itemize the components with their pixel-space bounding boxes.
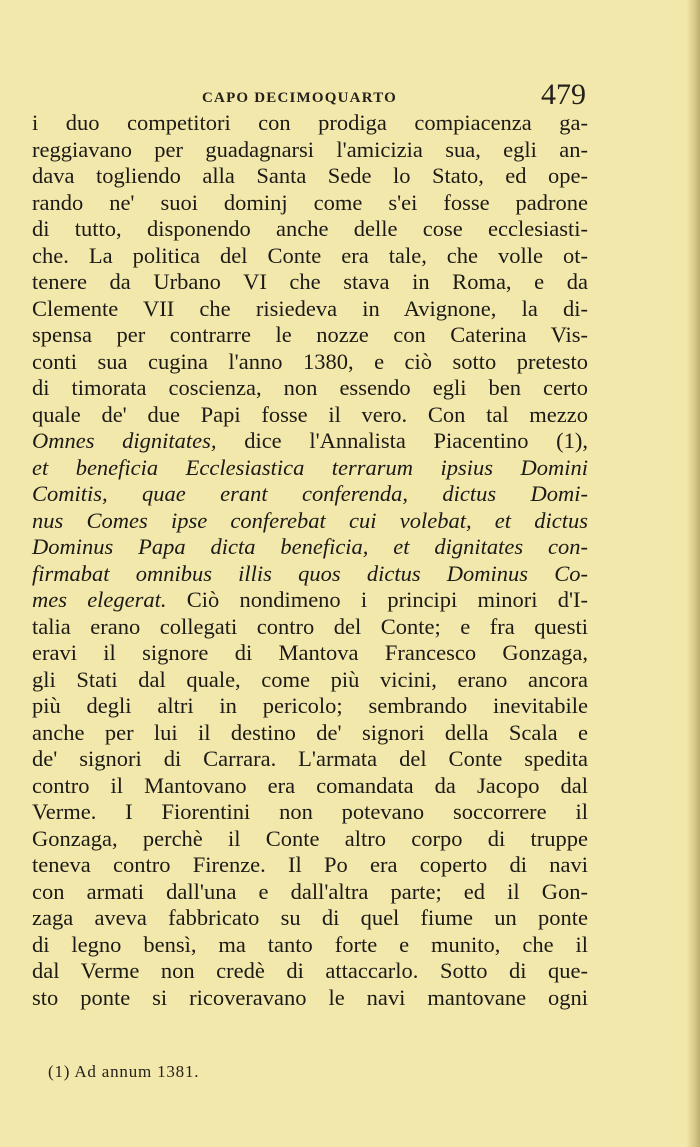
text-line: talia erano collegati contro del Conte; e fra questi — [32, 613, 588, 639]
text-line: zaga aveva fabbricato su di quel fiume un ponte — [32, 905, 588, 930]
text-line: tenere da Urbano VI che stava in Roma, e da — [32, 269, 588, 294]
text-line: di legno bensì, ma tanto forte e munito, che il — [32, 931, 588, 957]
footnote: (1) Ad annum 1381. — [48, 1062, 200, 1081]
text-line: contro il Mantovano era comandata da Jacopo dal — [32, 772, 588, 798]
text-line: spensa per contrarre le nozze con Caterina Vis- — [32, 322, 588, 347]
text-line: che. La politica del Conte era tale, che volle ot- — [32, 242, 588, 268]
text-line: dava togliendo alla Santa Sede lo Stato, ed ope- — [32, 163, 588, 188]
text-line: rando ne' suoi dominj come s'ei fosse padrone — [32, 189, 588, 215]
page-number: 479 — [541, 78, 586, 111]
text-line: di tutto, disponendo anche delle cose ecclesiasti- — [32, 216, 588, 241]
text-line: con armati dall'una e dall'altra parte; ed il Gon- — [32, 878, 588, 904]
text-line-latin: firmabat omnibus illis quos dictus Dominus Co- — [32, 560, 588, 586]
text-line-mixed — [32, 428, 588, 455]
text-line: sto ponte si ricoveravano le navi mantovane ogni — [32, 984, 588, 1010]
text-line: gli Stati dal quale, come più vicini, erano ancora — [32, 666, 588, 692]
text-line: i duo competitori con prodiga compiacenza ga- — [32, 110, 588, 135]
text-line: di timorata coscienza, non essendo egli ben certo — [32, 375, 588, 400]
text-line-latin: Comitis, quae erant conferenda, dictus Domi- — [32, 481, 588, 506]
text-line: teneva contro Firenze. Il Po era coperto di navi — [32, 852, 588, 877]
text-line: reggiavano per guadagnarsi l'amicizia sua, egli an- — [32, 136, 588, 162]
text-line: de' signori di Carrara. L'armata del Conte spedita — [32, 746, 588, 771]
text-line: Gonzaga, perchè il Conte altro corpo di truppe — [32, 825, 588, 851]
page-edge-shadow — [686, 0, 700, 1147]
text-line: anche per lui il destino de' signori della Scala e — [32, 719, 588, 745]
text-fragment: dice l'Annalista Piacentino (1), — [244, 428, 588, 453]
text-fragment: Ciò nondimeno i principi minori d'I- — [186, 587, 588, 612]
text-line: Verme. I Fiorentini non potevano soccorrere il — [32, 799, 588, 824]
text-line-latin: et beneficia Ecclesiastica terrarum ipsius Domini — [32, 454, 588, 480]
text-line: Clemente VII che risiedeva in Avignone, la di- — [32, 295, 588, 321]
text-line: conti sua cugina l'anno 1380, e ciò sotto pretesto — [32, 348, 588, 374]
text-line-latin: nus Comes ipse conferebat cui volebat, et dictus — [32, 507, 588, 533]
body-text — [32, 110, 588, 1011]
text-line-latin: Dominus Papa dicta beneficia, et dignitates con- — [32, 534, 588, 559]
text-line: quale de' due Papi fosse il vero. Con tal mezzo — [32, 401, 588, 427]
running-head: CAPO DECIMOQUARTO — [202, 90, 398, 106]
text-line: più degli altri in pericolo; sembrando inevitabile — [32, 693, 588, 718]
latin-quote-end: mes elegerat. — [32, 587, 167, 612]
text-line: dal Verme non credè di attaccarlo. Sotto di que- — [32, 958, 588, 983]
latin-quote-start: Omnes dignitates, — [32, 428, 217, 453]
text-line: eravi il signore di Mantova Francesco Gonzaga, — [32, 640, 588, 665]
text-line-mixed — [32, 587, 588, 614]
